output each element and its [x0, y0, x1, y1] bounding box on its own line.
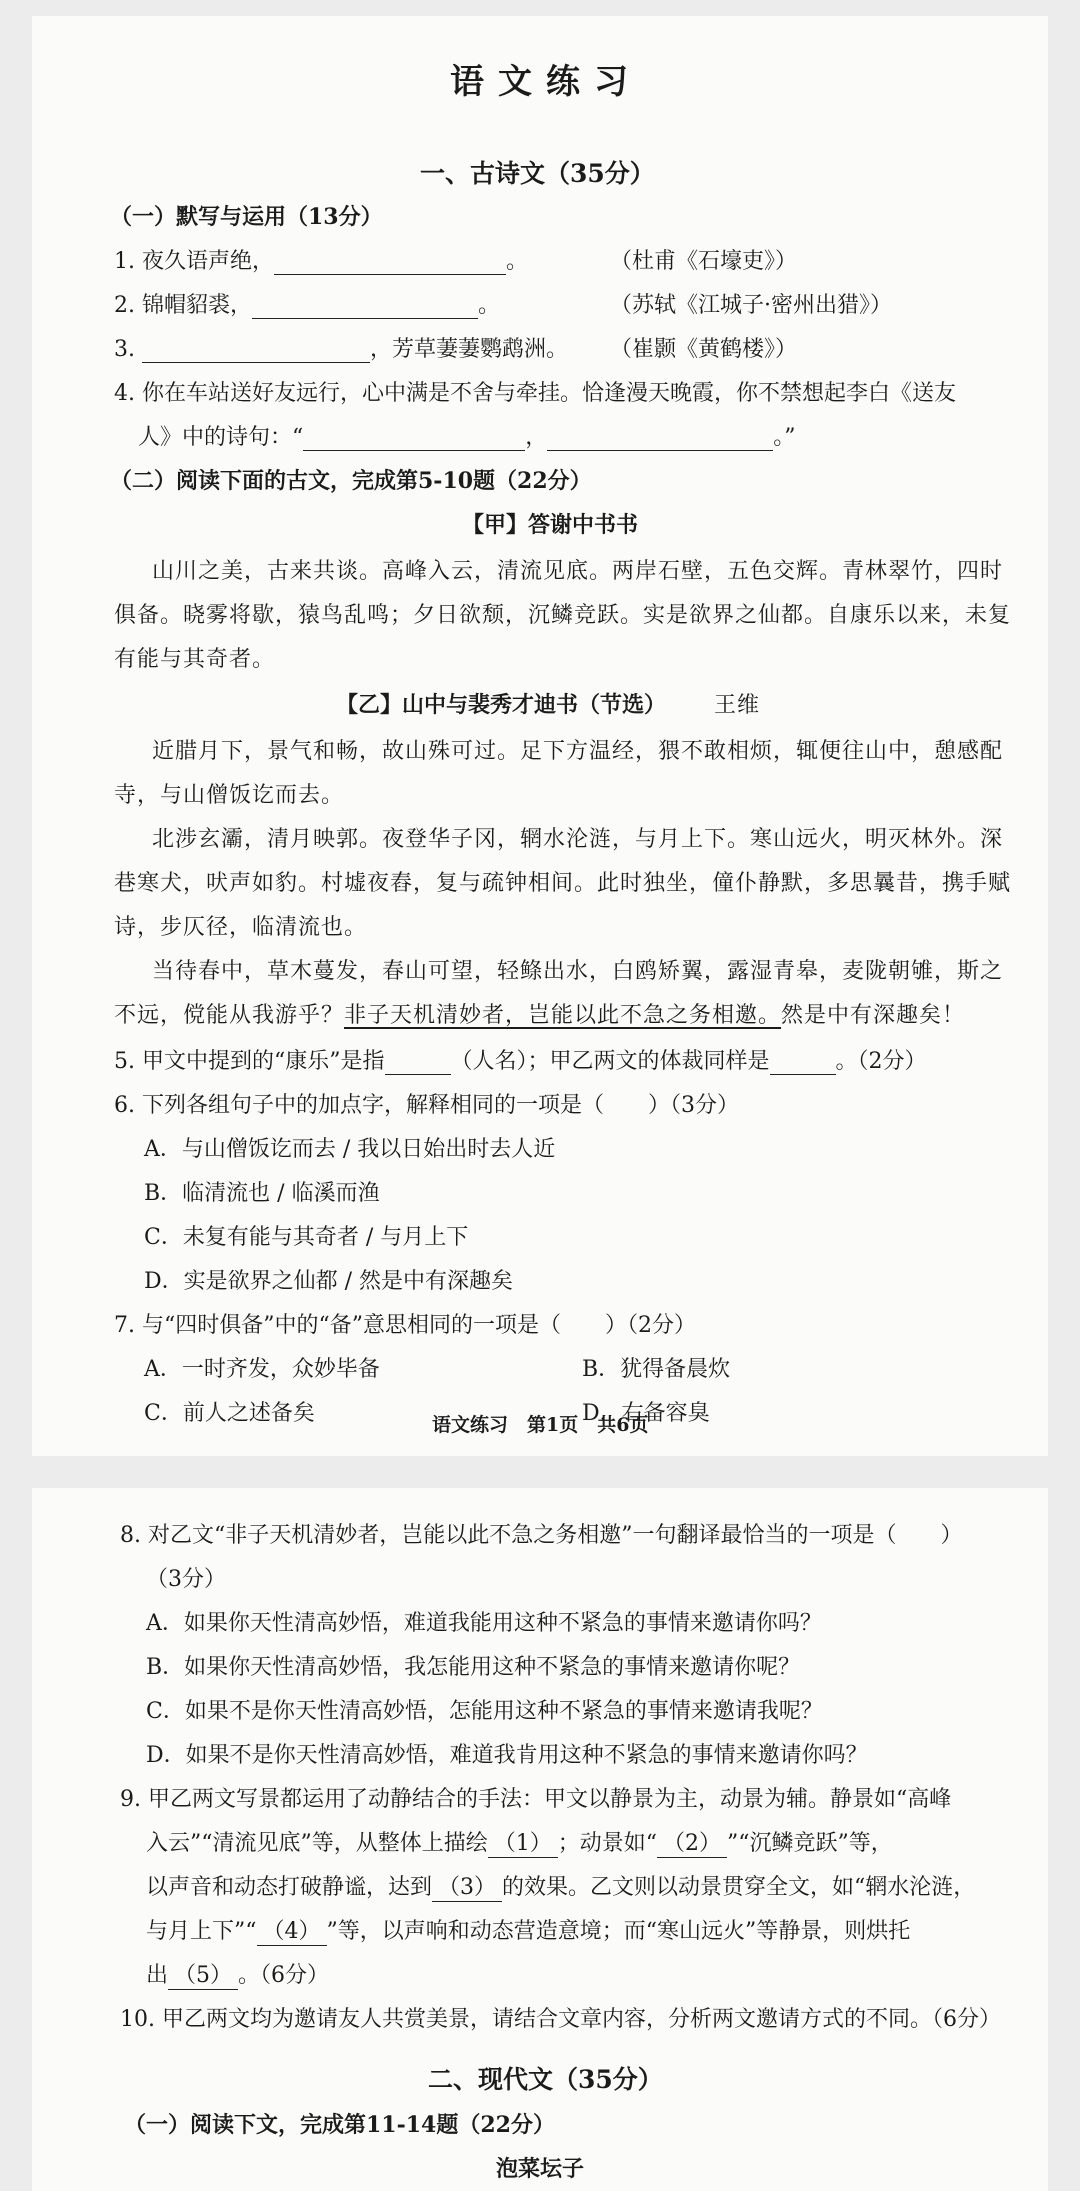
answer-blank-3[interactable]: （3）	[432, 1870, 502, 1902]
question-text: 锦帽貂裘，	[142, 293, 253, 318]
answer-blank-2[interactable]: （2）	[657, 1826, 727, 1858]
question-2-source: （苏轼《江城子·密州出猎》）	[610, 293, 892, 318]
question-8-score: （3分）	[146, 1567, 226, 1592]
question-8	[120, 1518, 963, 1549]
answer-blank[interactable]	[252, 294, 478, 319]
question-10	[120, 2002, 1001, 2033]
question-text: 夜久语声绝，	[142, 249, 275, 274]
passage-b-line: 近腊月下，景气和畅，故山殊可过。足下方温经，猥不敢相烦，辄便往山中，憩感配	[152, 739, 1004, 764]
part-heading-dictation: （一）默写与运用（13分）	[110, 204, 383, 230]
question-text: 人》中的诗句：“	[138, 425, 304, 450]
question-text: 出	[146, 1963, 169, 1988]
question-text: 与“四时俱备”中的“备”意思相同的一项是（ ）（2分）	[142, 1313, 696, 1338]
answer-blank[interactable]	[303, 426, 525, 451]
passage-b-title: 【乙】山中与裴秀才迪书（节选）	[336, 692, 667, 718]
passage-a-title: 【甲】答谢中书书	[462, 512, 639, 538]
question-7-option-a[interactable]: A．一时齐发，众妙毕备	[144, 1357, 380, 1382]
question-8-option-d[interactable]: D．如果不是你天性清高妙悟，难道我肯用这种不紧急的事情来邀请你吗？	[146, 1743, 868, 1768]
question-8-option-c[interactable]: C．如果不是你天性清高妙悟，怎能用这种不紧急的事情来邀请我呢？	[146, 1699, 823, 1724]
answer-blank[interactable]	[770, 1050, 836, 1075]
question-4-line-1	[114, 376, 956, 407]
question-9-line-2	[146, 1826, 893, 1858]
passage-b-line: 北涉玄灞，清月映郭。夜登华子冈，辋水沦涟，与月上下。寒山远火，明灭林外。深	[152, 827, 1004, 852]
question-6-option-b[interactable]: B．临清流也 / 临溪而渔	[144, 1181, 380, 1206]
question-text: 下列各组句子中的加点字，解释相同的一项是（ ）（3分）	[142, 1093, 739, 1118]
question-number: 6.	[114, 1093, 135, 1118]
question-7-option-b[interactable]: B．犹得备晨炊	[582, 1357, 731, 1382]
answer-blank[interactable]	[274, 250, 506, 275]
question-6-option-c[interactable]: C．未复有能与其奇者 / 与月上下	[144, 1225, 469, 1250]
question-text: （人名）；甲乙两文的体裁同样是	[450, 1049, 770, 1074]
question-number: 3.	[114, 337, 135, 362]
question-text: 。（2分）	[835, 1049, 927, 1074]
passage-b-author: 王维	[714, 693, 761, 718]
part-heading-classical-reading: （二）阅读下面的古文，完成第5-10题（22分）	[110, 468, 592, 494]
question-6-option-a[interactable]: A．与山僧饭讫而去 / 我以日始出时去人近	[144, 1137, 556, 1162]
passage-a-line: 有能与其奇者。	[114, 647, 276, 672]
underlined-sentence: 非子天机清妙者，岂能以此不急之务相邀。	[344, 1003, 782, 1028]
question-6-option-d[interactable]: D．实是欲界之仙都 / 然是中有深趣矣	[144, 1269, 514, 1294]
question-text: ，	[525, 425, 548, 450]
passage-b-line: 寺，与山僧饭讫而去。	[114, 783, 345, 808]
section-heading-modern: 二、现代文（35分）	[428, 2065, 663, 2094]
question-9-line-3	[146, 1870, 975, 1902]
question-8-option-b[interactable]: B．如果你天性清高妙悟，我怎能用这种不紧急的事情来邀请你呢？	[146, 1655, 801, 1680]
question-2	[114, 288, 500, 319]
question-text: 你在车站送好友远行，心中满是不舍与牵挂。恰逢漫天晚霞，你不禁想起李白《送友	[142, 381, 957, 406]
question-text: 。	[506, 249, 529, 274]
question-text: ”等，以声响和动态营造意境；而“寒山远火”等静景，则烘托	[326, 1919, 911, 1944]
passage-b-line: 巷寒犬，吠声如豹。村墟夜舂，复与疏钟相间。此时独坐，僮仆静默，多思曩昔，携手赋	[114, 871, 1012, 896]
question-7-option-d[interactable]: D．右备容臭	[582, 1401, 710, 1426]
exam-title: 语文练习	[450, 62, 642, 102]
question-text: 入云”“清流见底”等，从整体上描绘	[146, 1831, 488, 1856]
question-4-line-2	[138, 420, 796, 451]
section-heading-classical: 一、古诗文（35分）	[420, 159, 655, 188]
passage-b-line	[114, 998, 965, 1029]
answer-blank[interactable]	[547, 426, 773, 451]
passage-a-line: 山川之美，古来共谈。高峰入云，清流见底。两岸石壁，五色交辉。青林翠竹，四时	[152, 559, 1004, 584]
question-text: ，芳草萋萋鹦鹉洲。	[370, 337, 569, 362]
question-9-line-4	[146, 1914, 910, 1946]
answer-blank[interactable]	[385, 1050, 451, 1075]
passage-b-line: 诗，步仄径，临清流也。	[114, 915, 368, 940]
passage-b-line: 当待春中，草木蔓发，春山可望，轻鲦出水，白鸥矫翼，露湿青皋，麦陇朝雊，斯之	[152, 959, 1004, 984]
answer-blank-5[interactable]: （5）	[168, 1958, 238, 1990]
question-number: 4.	[114, 381, 135, 406]
question-8-option-a[interactable]: A．如果你天性清高妙悟，难道我能用这种不紧急的事情来邀请你吗？	[146, 1611, 822, 1636]
question-7-option-c[interactable]: C．前人之述备矣	[144, 1401, 315, 1426]
question-1	[114, 244, 528, 275]
question-text: ；动景如“	[557, 1831, 657, 1856]
question-number: 2.	[114, 293, 135, 318]
passage-c-title: 泡菜坛子	[496, 2156, 585, 2182]
question-text: 的效果。乙文则以动景贯穿全文，如“辋水沦涟，	[502, 1875, 976, 1900]
question-text: 对乙文“非子天机清妙者，岂能以此不急之务相邀”一句翻译最恰当的一项是（ ）	[148, 1523, 963, 1548]
question-3-source: （崔颢《黄鹤楼》）	[610, 337, 798, 362]
answer-blank[interactable]	[142, 338, 370, 363]
passage-a-line: 俱备。晓雾将歇，猿鸟乱鸣；夕日欲颓，沉鳞竞跃。实是欲界之仙都。自康乐以来，未复	[114, 603, 1012, 628]
question-7	[114, 1308, 696, 1339]
question-number: 10.	[120, 2007, 155, 2032]
question-3	[114, 332, 568, 363]
question-number: 1.	[114, 249, 135, 274]
question-text: 甲乙两文均为邀请友人共赏美景，请结合文章内容，分析两文邀请方式的不同。（6分）	[162, 2007, 1001, 2032]
question-text: 以声音和动态打破静谧，达到	[146, 1875, 433, 1900]
question-text: 甲乙两文写景都运用了动静结合的手法：甲文以静景为主，动景为辅。静景如“高峰	[148, 1787, 952, 1812]
exam-page-1	[32, 16, 1048, 1456]
question-9-line-5	[146, 1958, 329, 1990]
question-text: 。	[478, 293, 501, 318]
question-number: 7.	[114, 1313, 135, 1338]
question-5	[114, 1044, 927, 1075]
question-9-line-1	[120, 1782, 951, 1813]
answer-blank-1[interactable]: （1）	[488, 1826, 558, 1858]
passage-text: 然是中有深趣矣！	[781, 1003, 966, 1028]
question-text: 。”	[773, 425, 796, 450]
answer-blank-4[interactable]: （4）	[257, 1914, 327, 1946]
question-text: ”“沉鳞竞跃”等，	[727, 1831, 893, 1856]
question-text: 与月上下”“	[146, 1919, 257, 1944]
exam-page-2	[32, 1488, 1048, 2191]
question-text: 甲文中提到的“康乐”是指	[142, 1049, 385, 1074]
question-1-source: （杜甫《石壕吏》）	[610, 249, 798, 274]
page-footer: 语文练习 第1页 共6页	[432, 1414, 649, 1436]
question-text: 。（6分）	[238, 1963, 330, 1988]
part-heading-modern-reading: （一）阅读下文，完成第11-14题（22分）	[124, 2112, 555, 2138]
question-6	[114, 1088, 739, 1119]
question-number: 9.	[120, 1787, 141, 1812]
passage-text: 不远，傥能从我游乎？	[114, 1003, 345, 1028]
question-number: 8.	[120, 1523, 141, 1548]
question-number: 5.	[114, 1049, 135, 1074]
